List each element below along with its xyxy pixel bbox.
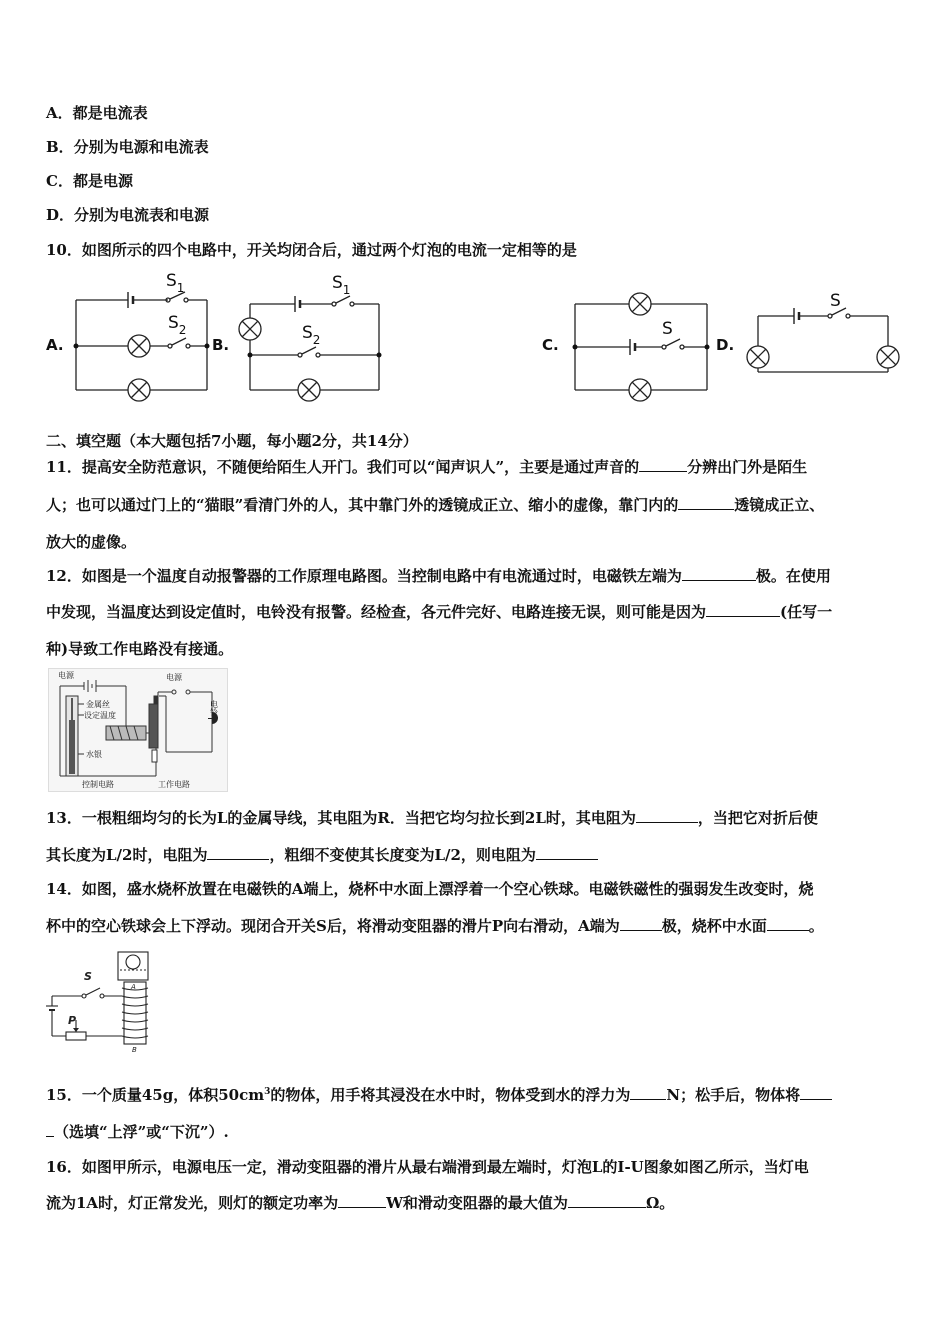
question-11-line3: 放大的虚像。 <box>46 533 137 551</box>
section-heading: 二、填空题（本大题包括7小题，每小题2分，共14分） <box>46 432 418 450</box>
option-d: D．分别为电流表和电源 <box>46 206 210 224</box>
fig14-label-p: P <box>68 1014 77 1027</box>
circuit-a <box>76 292 207 401</box>
switch-s2-b: $S_2$ <box>302 323 321 347</box>
question-12-line1: 12．如图是一个温度自动报警器的工作原理电路图。当控制电路中有电流通过时，电磁铁左端为 极。在使用 <box>46 567 831 585</box>
fig-label-control-circuit: 控制电路 <box>82 780 114 789</box>
question-15-line1: 15．一个质量45g，体积$50cm^3$的物体，用手将其浸没在水中时，物体受到水的浮力为 N；松手后，物体将 <box>46 1084 832 1105</box>
switch-s1-b: $S_1$ <box>332 273 351 297</box>
q10-circuits-figure <box>40 268 920 408</box>
circuit-label-c: C. <box>542 336 559 354</box>
circuit-label-d: D. <box>716 336 735 354</box>
q14-electromagnet-figure <box>44 948 174 1056</box>
fig-label-set-temp: 设定温度 <box>84 711 116 720</box>
fig-label-metal-wire: 金属丝 <box>86 700 110 709</box>
question-16-line2: 流为1A时，灯正常发光，则灯的额定功率为 W和滑动变阻器的最大值为 Ω。 <box>46 1194 675 1212</box>
fig-label-mercury: 水银 <box>86 750 102 759</box>
question-12-line3: 种)导致工作电路没有接通。 <box>46 640 234 658</box>
fig14-label-b: B <box>132 1046 137 1054</box>
fig-label-bell: 电铃 <box>209 700 219 716</box>
question-16-line1: 16．如图甲所示，电源电压一定，滑动变阻器的滑片从最右端滑到最左端时，灯泡L的I-U图象如图乙所示，当灯电 <box>46 1158 809 1176</box>
circuit-label-a: A. <box>46 336 64 354</box>
question-14-line1: 14．如图，盛水烧杯放置在电磁铁的A端上，烧杯中水面上漂浮着一个空心铁球。电磁铁磁性的强弱发生改变时，烧 <box>46 880 814 898</box>
fig-label-power-1: 电源 <box>58 671 74 680</box>
question-13-line1: 13．一根粗细均匀的长为L的金属导线，其电阻为R．当把它均匀拉长到2L时，其电阻为 ，当把它对折后使 <box>46 809 818 827</box>
question-13-line2: 其长度为L/2时，电阻为 ，粗细不变使其长度变为L/2，则电阻为 <box>46 844 598 865</box>
circuit-c <box>575 293 707 401</box>
option-b: B．分别为电源和电流表 <box>46 138 209 156</box>
question-15-line2: （选填“上浮”或“下沉”）. <box>46 1121 229 1142</box>
switch-s-d: S <box>830 291 841 311</box>
question-11-line2: 人；也可以通过门上的“猫眼”看清门外的人，其中靠门外的透镜成正立、缩小的虚像，靠门内的 透镜成正立、 <box>46 496 825 514</box>
question-11-line1: 11．提高安全防范意识，不随便给陌生人开门。我们可以“闻声识人”，主要是通过声音的 分辨出门外是陌生 <box>46 458 808 476</box>
fig14-label-s: S <box>84 970 92 983</box>
q12-alarm-figure <box>48 668 228 792</box>
circuit-d <box>747 308 899 372</box>
question-14-line2: 杯中的空心铁球会上下浮动。现闭合开关S后，将滑动变阻器的滑片P向右滑动，A端为 极，烧杯中水面 。 <box>46 917 824 935</box>
option-a: A．都是电流表 <box>46 104 148 122</box>
switch-s-c: S <box>662 319 673 339</box>
circuit-b <box>239 296 379 401</box>
question-12-line2: 中发现，当温度达到设定值时，电铃没有报警。经检查，各元件完好、电路连接无误，则可能是因为 (任写一 <box>46 603 833 621</box>
fig-label-power-2: 电源 <box>166 673 182 682</box>
fig14-label-a: A <box>131 983 136 991</box>
switch-s2-a: $S_2$ <box>168 313 187 337</box>
switch-s1-a: $S_1$ <box>166 271 185 295</box>
option-c: C．都是电源 <box>46 172 133 190</box>
question-10-stem: 10．如图所示的四个电路中，开关均闭合后，通过两个灯泡的电流一定相等的是 <box>46 241 577 259</box>
circuit-label-b: B. <box>212 336 230 354</box>
fig-label-work-circuit: 工作电路 <box>158 780 190 789</box>
